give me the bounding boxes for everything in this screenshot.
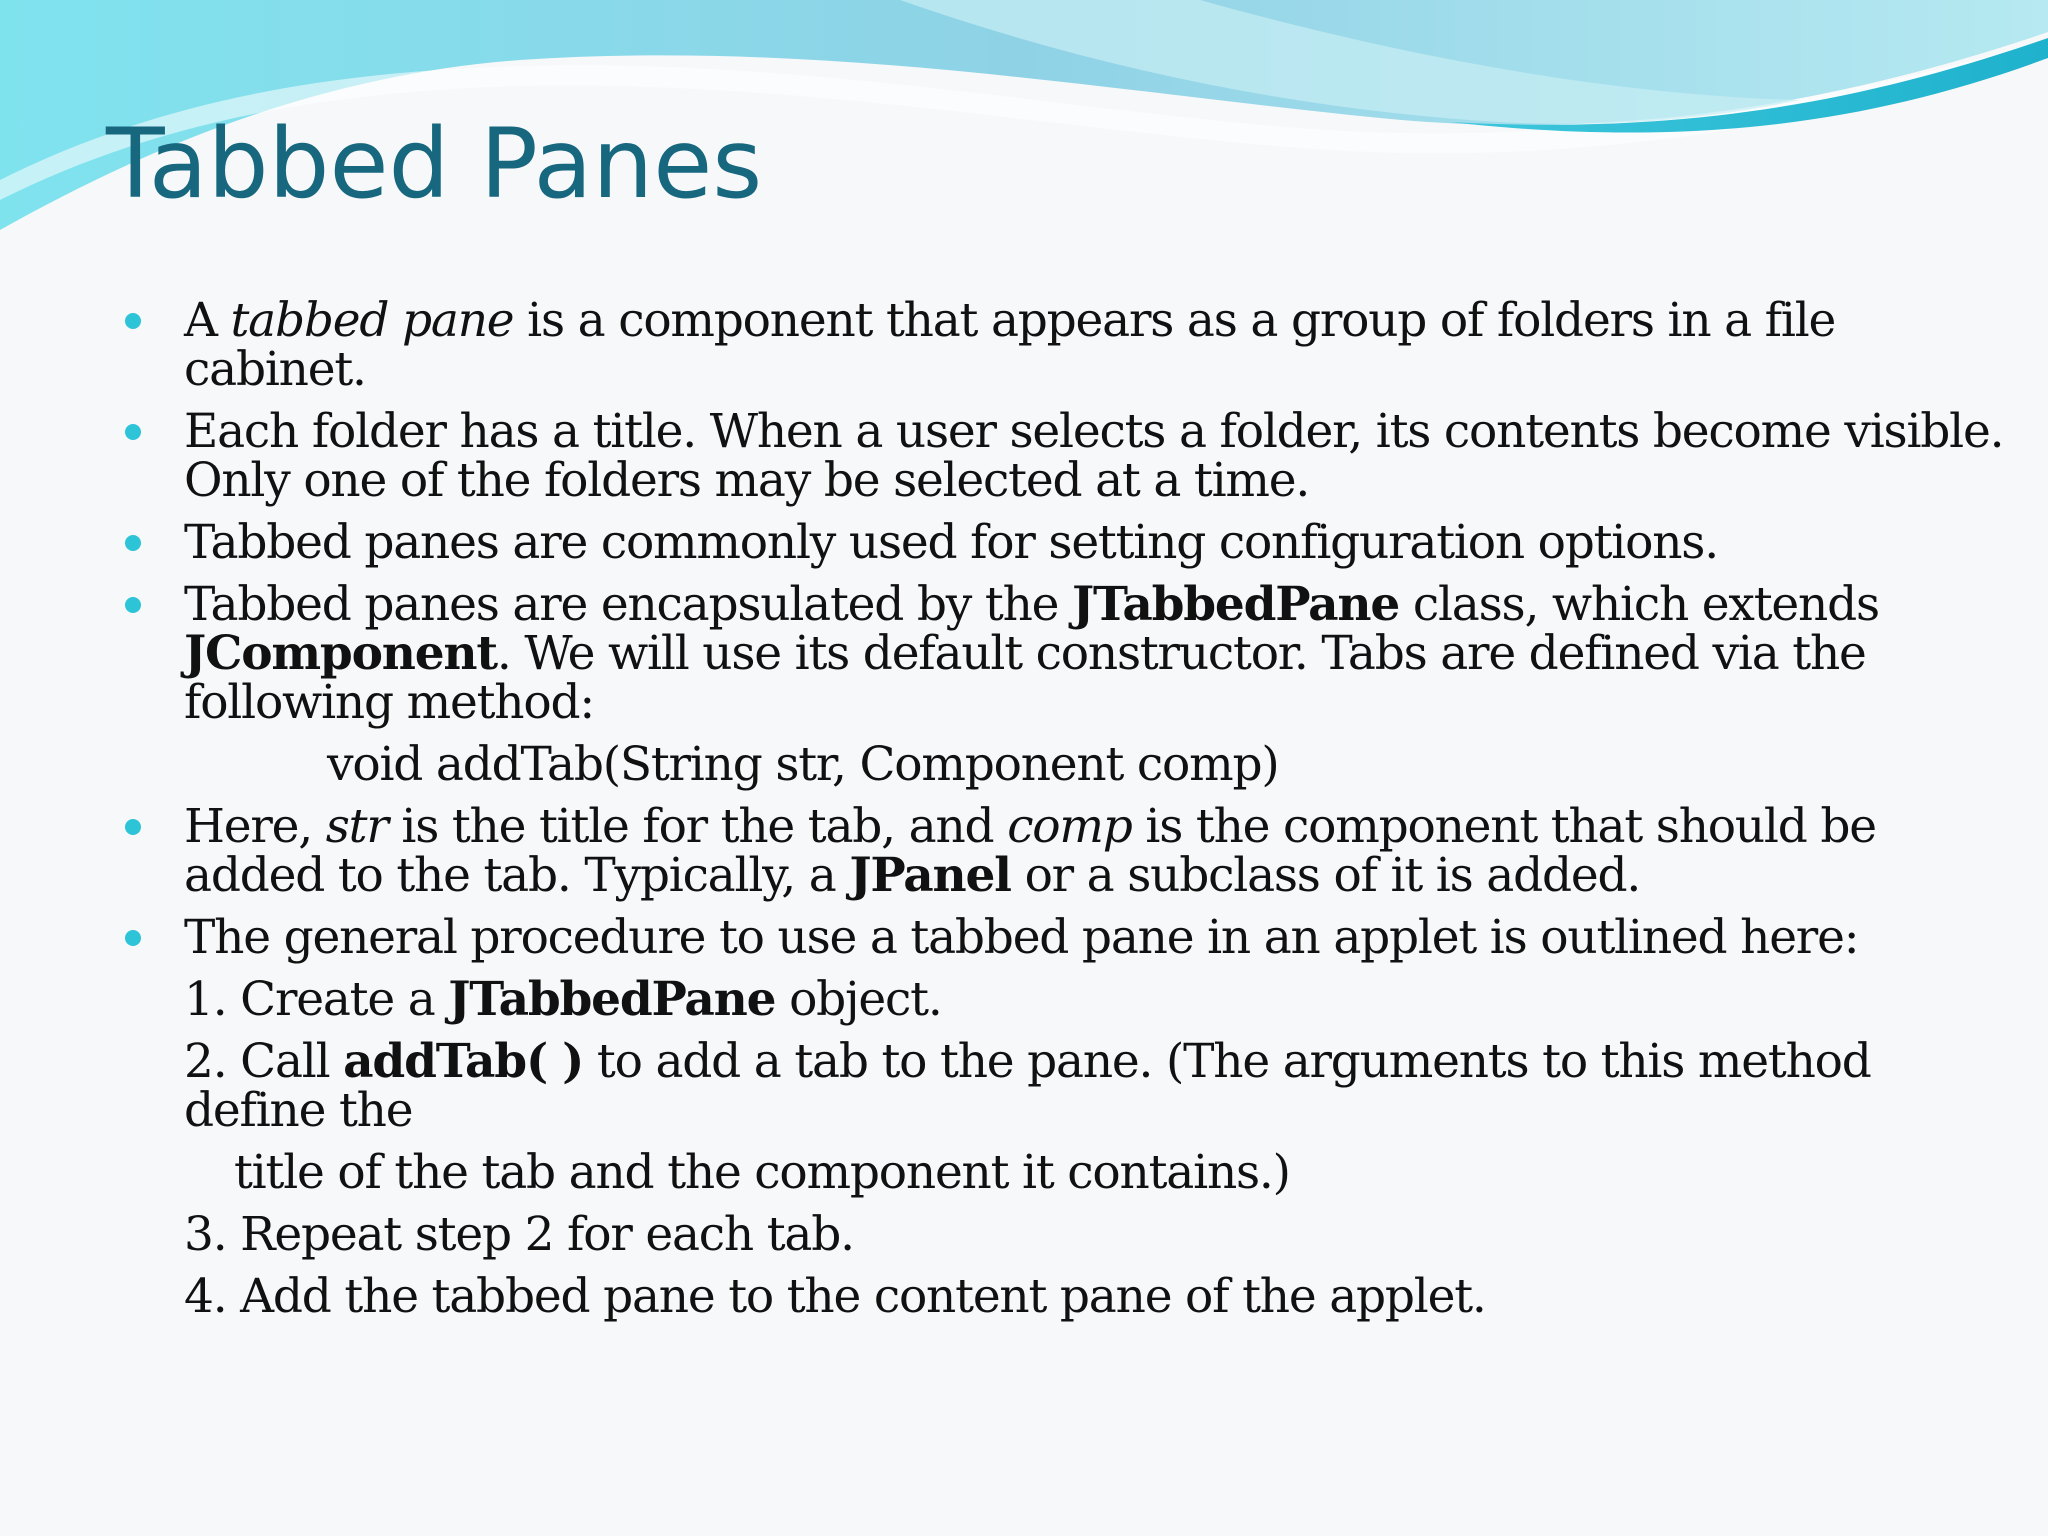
bullet-item: Here, str is the title for the tab, and comp is the component that should be <box>184 802 1984 851</box>
bullet-dot-icon <box>125 535 141 551</box>
step-item: 2. Call addTab( ) to add a tab to the pane. (The arguments to this method <box>184 1034 1871 1089</box>
bullet-dot-icon <box>125 597 141 613</box>
step-item: 3. Repeat step 2 for each tab. <box>184 1207 854 1262</box>
slide-body <box>184 293 2004 1324</box>
step-continuation: define the <box>184 1083 413 1138</box>
step-continuation: title of the tab and the component it contains.) <box>234 1145 1290 1200</box>
bullet-dot-icon <box>125 930 141 946</box>
bullet-item: Each folder has a title. When a user selects a folder, its contents become visible. <box>184 407 1984 456</box>
bullet-item: The general procedure to use a tabbed pane in an applet is outlined here: <box>184 913 1984 962</box>
bullet-dot-icon <box>125 424 141 440</box>
code-signature: void addTab(String str, Component comp) <box>327 737 1279 792</box>
bullet-continuation: JComponent. We will use its default constructor. Tabs are defined via the <box>184 626 1866 681</box>
bullet-continuation: added to the tab. Typically, a JPanel or a subclass of it is added. <box>184 848 1641 903</box>
bullet-item: Tabbed panes are commonly used for setting configuration options. <box>184 518 1984 567</box>
bullet-continuation: cabinet. <box>184 342 366 397</box>
bullet-item: Tabbed panes are encapsulated by the JTabbedPane class, which extends <box>184 580 1984 629</box>
bullet-dot-icon <box>125 819 141 835</box>
step-item: 1. Create a JTabbedPane object. <box>184 972 942 1027</box>
slide-title: Tabbed Panes <box>106 108 763 220</box>
step-item: 4. Add the tabbed pane to the content pane of the applet. <box>184 1269 1486 1324</box>
bullet-dot-icon <box>125 313 141 329</box>
bullet-item: A tabbed pane is a component that appears as a group of folders in a file <box>184 296 1984 345</box>
bullet-continuation: following method: <box>184 675 594 730</box>
bullet-continuation: Only one of the folders may be selected at a time. <box>184 453 1310 508</box>
